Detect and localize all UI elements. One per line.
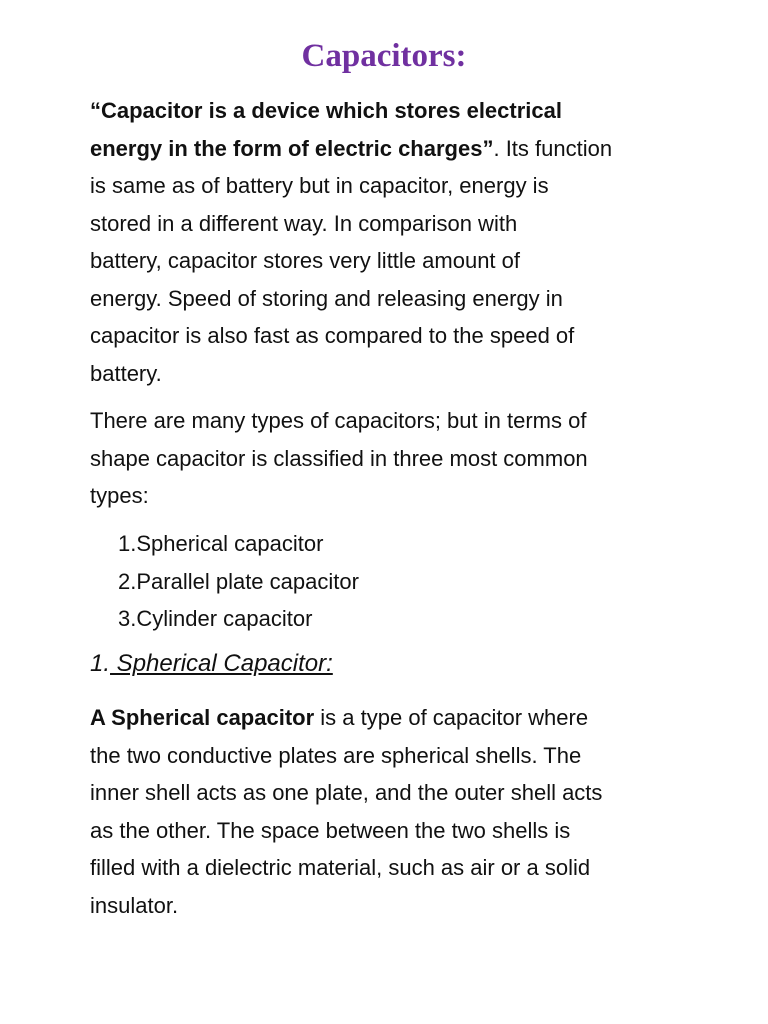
section-heading-spherical — [90, 650, 333, 678]
spherical-line: the two conductive plates are spherical shells. The — [90, 742, 582, 768]
capacitor-types-list — [118, 525, 359, 638]
types-line: There are many types of capacitors; but in terms of — [90, 408, 587, 433]
types-paragraph — [90, 402, 690, 515]
intro-line: is same as of battery but in capacitor, energy is — [90, 173, 549, 198]
intro-line: capacitor is also fast as compared to the speed of — [90, 323, 575, 348]
spherical-line: as the other. The space between the two shells is — [90, 817, 571, 843]
spherical-line: insulator. — [90, 892, 179, 918]
list-item: 3.Cylinder capacitor — [118, 606, 313, 631]
intro-line: energy. Speed of storing and releasing energy in — [90, 285, 563, 311]
spherical-line: filled with a dielectric material, such as air or a solid — [90, 855, 591, 880]
page-title: Capacitors: — [301, 38, 467, 74]
definition-line-2: energy in the form of electric charges” — [90, 135, 494, 161]
section-label: Spherical Capacitor: — [110, 650, 333, 677]
spherical-line: inner shell acts as one plate, and the outer shell acts — [90, 780, 603, 805]
spherical-paragraph — [90, 699, 690, 924]
spherical-bold-lead: A Spherical capacitor — [90, 705, 315, 730]
intro-line: battery, capacitor stores very little amount of — [90, 248, 520, 273]
intro-line: battery. — [90, 360, 162, 386]
spherical-line-1-rest: is a type of capacitor where — [314, 705, 589, 730]
intro-paragraph — [90, 92, 690, 392]
list-item: 2.Parallel plate capacitor — [118, 568, 359, 594]
intro-line: stored in a different way. In comparison with — [90, 210, 518, 236]
intro-line-1-rest: . Its function — [493, 135, 613, 161]
types-line: types: — [90, 483, 149, 508]
section-number: 1. — [90, 650, 111, 677]
list-item: 1.Spherical capacitor — [118, 531, 324, 556]
types-line: shape capacitor is classified in three most common — [90, 445, 588, 471]
definition-line-1: “Capacitor is a device which stores electrical — [90, 98, 562, 123]
